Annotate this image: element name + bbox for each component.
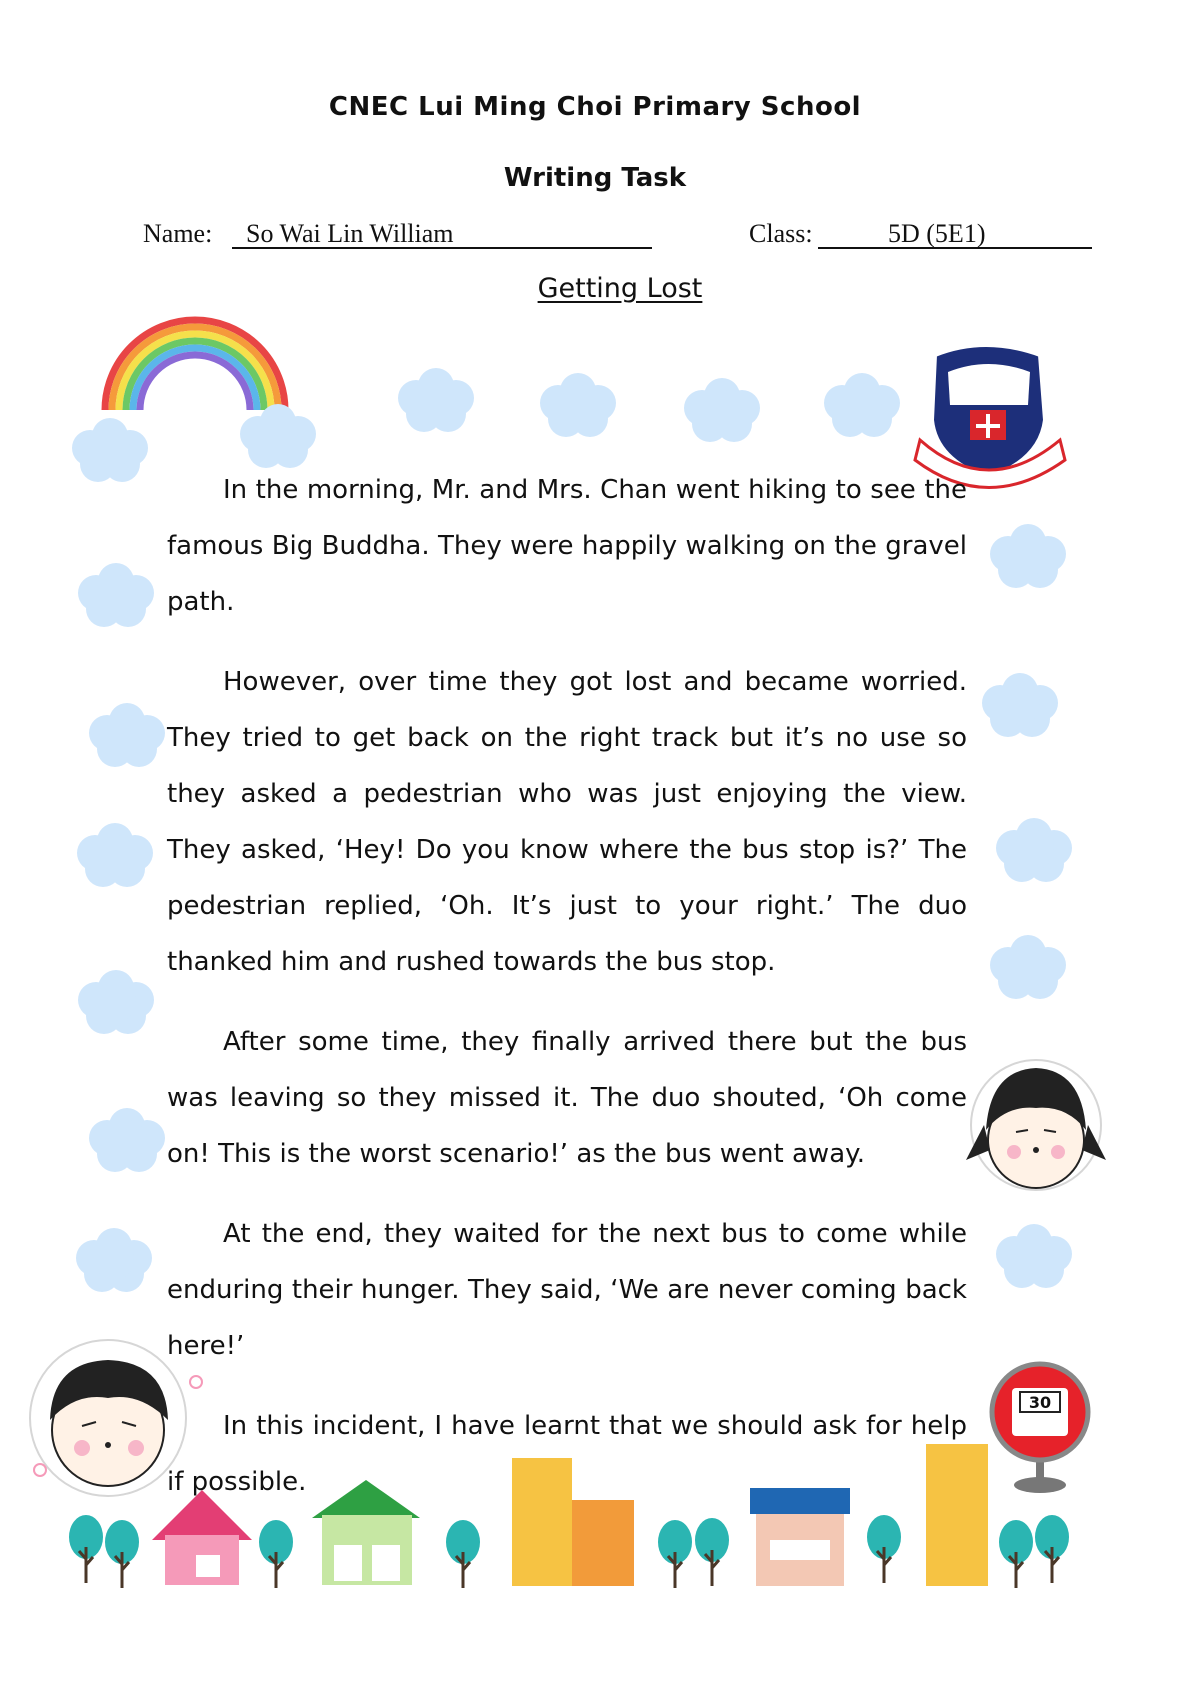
- name-label: Name:: [143, 219, 213, 248]
- class-field: 5D (5E1): [818, 219, 1092, 249]
- story-paragraph: In the morning, Mr. and Mrs. Chan went hiking to see the famous Big Buddha. They were happily walking on the gravel path.: [167, 475, 967, 617]
- story-paragraph: In this incident, I have learnt that we should ask for help if possible.: [167, 1411, 967, 1497]
- story-paragraph: However, over time they got lost and became worried. They tried to get back on the right track but it’s no use so they asked a pedestrian who was just enjoying the view. They asked, ‘Hey! Do you know where the bus stop is?’ The pedestrian replied, ‘Oh. It’s just to your right.’ The duo thanked him and rushed towards the bus stop.: [167, 667, 967, 977]
- girl-face-icon: [966, 1060, 1106, 1190]
- rainbow-icon: [105, 320, 285, 410]
- story-paragraph: At the end, they waited for the next bus to come while enduring their hunger. They said, ‘We are never coming back here!’: [167, 1219, 967, 1361]
- bus-stop-number: 30: [1028, 1393, 1052, 1412]
- bus-stop-sign-icon: [992, 1364, 1088, 1493]
- story-paragraph: After some time, they finally arrived there but the bus was leaving so they missed it. The duo shouted, ‘Oh come on! This is the worst scenario!’ as the bus went away.: [167, 1027, 967, 1169]
- name-field: So Wai Lin William: [232, 219, 652, 249]
- class-label: Class:: [749, 219, 813, 248]
- story-body: [167, 462, 967, 1534]
- story-title: Getting Lost: [537, 273, 703, 304]
- task-title: Writing Task: [503, 163, 687, 193]
- school-name: CNEC Lui Ming Choi Primary School: [328, 92, 862, 122]
